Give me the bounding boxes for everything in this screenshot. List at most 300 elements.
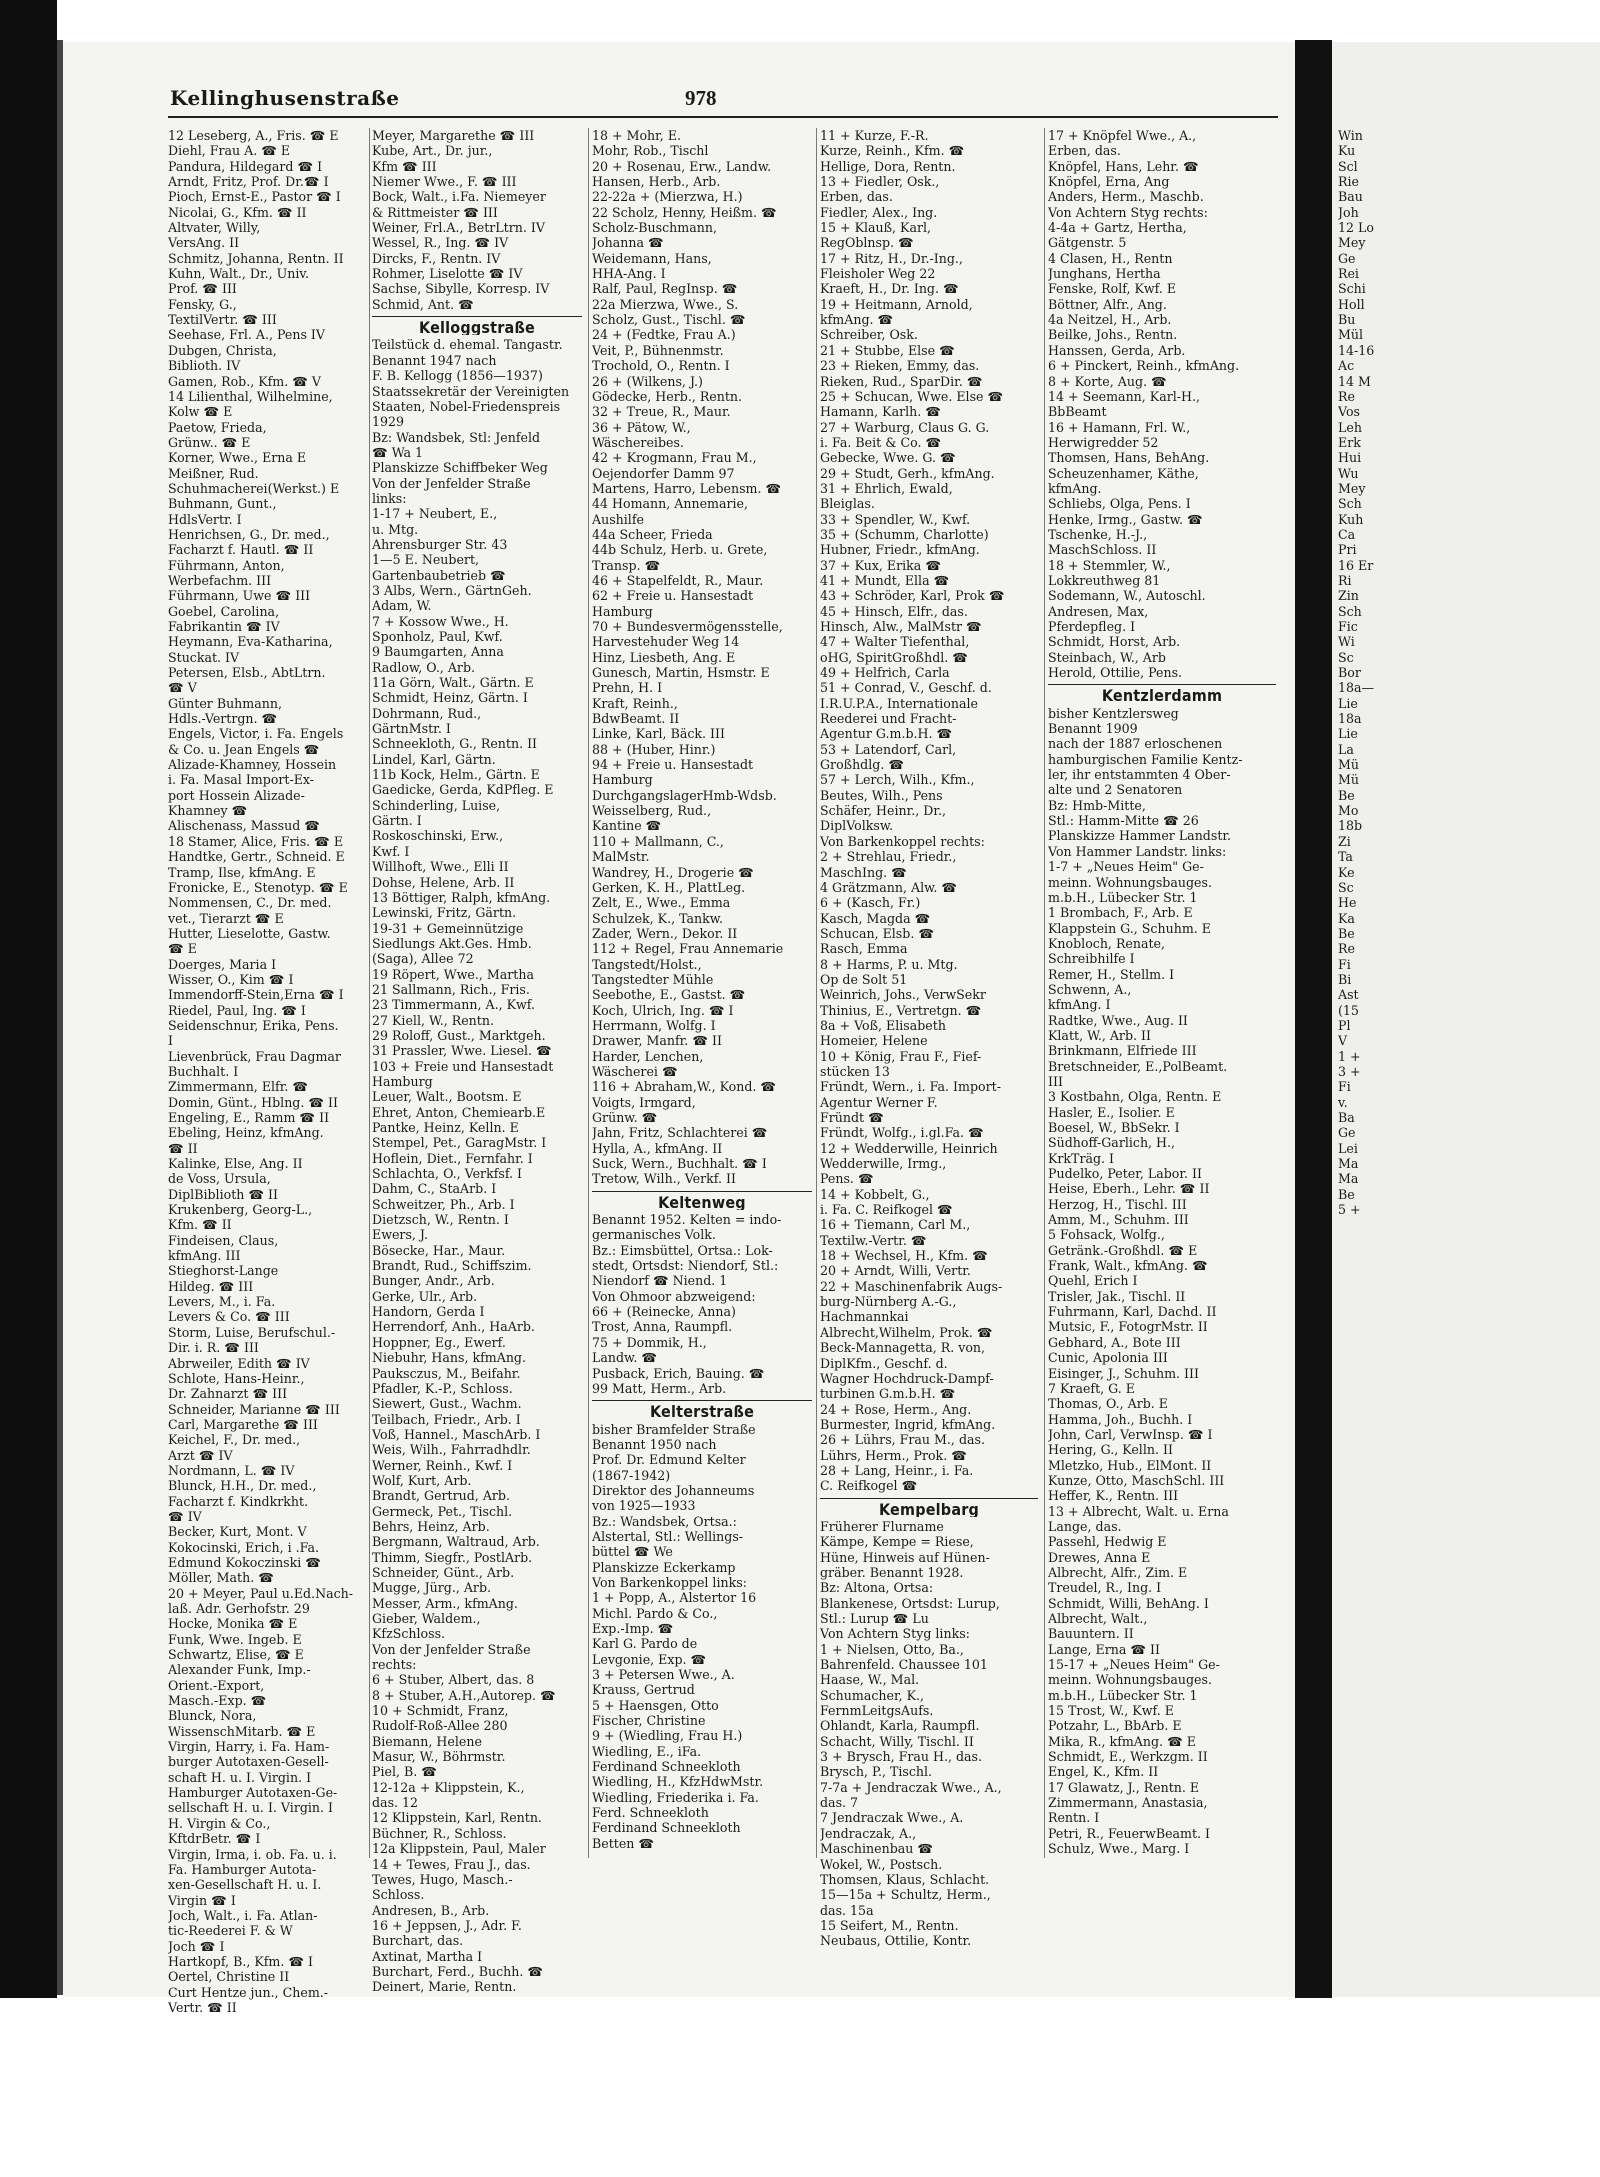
directory-line: Radtke, Wwe., Aug. II — [1048, 1012, 1188, 1028]
directory-line: Pandura, Hildegard ☎ I — [168, 158, 323, 174]
directory-line: Klappstein G., Schuhm. E — [1048, 920, 1211, 936]
directory-line: Quehl, Erich I — [1048, 1273, 1138, 1289]
directory-line: Scholz, Gust., Tischl. ☎ — [592, 312, 746, 328]
directory-line: Kube, Art., Dr. jur., — [372, 143, 493, 159]
directory-line: Harvestehuder Weg 14 — [592, 634, 740, 650]
directory-line: Masur, W., Böhrmstr. — [372, 1749, 506, 1765]
directory-line: Schulzek, K., Tankw. — [592, 910, 724, 926]
directory-line: Adam, W. — [372, 598, 432, 614]
directory-line: von 1925—1933 — [592, 1498, 696, 1514]
book-gutter — [1295, 40, 1332, 2000]
directory-line: Re — [1338, 388, 1355, 404]
directory-line: kfmAng. ☎ — [820, 312, 894, 328]
book-edge-shadow — [0, 0, 57, 2000]
directory-line: Alstertal, Stl.: Wellings- — [592, 1528, 744, 1544]
directory-line: 2 + Strehlau, Friedr., — [820, 849, 957, 865]
directory-line: vet., Tierarzt ☎ E — [168, 910, 284, 926]
directory-line: Tramp, Ilse, kfmAng. E — [168, 864, 316, 880]
directory-line: Hamburg — [372, 1073, 433, 1089]
street-heading: Keltenweg — [592, 1191, 812, 1210]
street-heading: Kempelbarg — [820, 1498, 1038, 1517]
directory-line: Staaten, Nobel-Friedenspreis — [372, 398, 561, 414]
directory-line: Tangstedter Mühle — [592, 971, 714, 987]
directory-line: Zader, Wern., Dekor. II — [592, 925, 738, 941]
directory-line: DiplKfm., Geschf. d. — [820, 1355, 948, 1371]
directory-line: Arzt ☎ IV — [168, 1447, 233, 1463]
directory-line: 66 + (Reinecke, Anna) — [592, 1304, 736, 1320]
directory-line: Korner, Wwe., Erna E — [168, 450, 307, 466]
directory-line: 99 Matt, Herm., Arb. — [592, 1380, 727, 1396]
directory-line: Albrecht, Walt., — [1048, 1611, 1148, 1626]
directory-line: Rudolf-Roß-Allee 280 — [372, 1718, 508, 1734]
directory-line: 3 + Petersen Wwe., A. — [592, 1667, 735, 1683]
column-divider — [816, 128, 817, 1858]
directory-line: Hansen, Herb., Arb. — [592, 174, 721, 190]
directory-line: Kraft, Reinh., — [592, 695, 678, 711]
directory-line: 3 + Brysch, Frau H., das. — [820, 1749, 983, 1765]
directory-line: Hocke, Monika ☎ E — [168, 1616, 298, 1632]
directory-line: Tewes, Hugo, Masch.- — [372, 1871, 513, 1887]
directory-line: Getränk.-Großhdl. ☎ E — [1048, 1242, 1198, 1258]
directory-line: Roskoschinski, Erw., — [372, 828, 504, 844]
directory-line: Gerke, Ulr., Arb. — [372, 1288, 478, 1304]
page-header — [170, 86, 1270, 112]
directory-line: 14 Lilienthal, Wilhelmine, — [168, 388, 333, 404]
directory-line: Albrecht,Wilhelm, Prok. ☎ — [820, 1324, 993, 1340]
directory-line: Lie — [1338, 695, 1358, 711]
directory-line: Gunesch, Martin, Hsmstr. E — [592, 665, 770, 681]
directory-line: Von Ohmoor abzweigend: — [592, 1288, 756, 1304]
directory-line: Möller, Math. ☎ — [168, 1570, 274, 1586]
directory-line: Fi — [1338, 1079, 1351, 1095]
directory-line: Benannt 1952. Kelten = indo- — [592, 1212, 782, 1228]
directory-line: Gerken, K. H., PlattLeg. — [592, 879, 746, 895]
directory-line: Jahn, Fritz, Schlachterei ☎ — [592, 1125, 768, 1141]
directory-line: Ke — [1338, 864, 1355, 880]
directory-line: Großhdlg. ☎ — [820, 757, 905, 773]
directory-line: v. — [1338, 1094, 1348, 1110]
directory-line: Gebecke, Wwe. G. ☎ — [820, 450, 956, 466]
directory-line: Knobloch, Renate, — [1048, 935, 1166, 951]
directory-line: He — [1338, 895, 1357, 911]
directory-line: Veit, P., Bühnenmstr. — [592, 342, 724, 358]
directory-line: KfzSchloss. — [372, 1626, 446, 1642]
directory-line: Hinsch, Alw., MalMstr ☎ — [820, 619, 982, 634]
directory-line: Dohse, Helene, Arb. II — [372, 874, 515, 890]
directory-line: Wu — [1338, 465, 1359, 481]
directory-line: Von Achtern Styg rechts: — [1048, 204, 1208, 220]
directory-line: Beutes, Wilh., Pens — [820, 787, 943, 803]
directory-line: Kfm ☎ III — [372, 158, 437, 174]
directory-line: Agentur G.m.b.H. ☎ — [820, 726, 953, 742]
directory-line: 57 + Lerch, Wilh., Kfm., — [820, 772, 975, 788]
directory-line: ☎ II — [168, 1140, 198, 1156]
directory-line: Beck-Mannagetta, R. von, — [820, 1340, 986, 1356]
directory-line: Schwartz, Elise, ☎ E — [168, 1647, 304, 1663]
directory-line: Fleisholer Weg 22 — [820, 266, 936, 282]
directory-line: Schloss. — [372, 1887, 425, 1903]
directory-line: Treudel, R., Ing. I — [1048, 1580, 1162, 1596]
directory-line: WissenschMitarb. ☎ E — [168, 1723, 316, 1739]
directory-line: Andresen, Max, — [1048, 603, 1149, 619]
directory-line: 49 + Helfrich, Carla — [820, 665, 950, 681]
directory-line: Trisler, Jak., Tischl. II — [1048, 1288, 1186, 1304]
directory-line: Von Achtern Styg links: — [820, 1626, 970, 1642]
directory-line: Niebuhr, Hans, kfmAng. — [372, 1350, 527, 1366]
directory-line: Herwigredder 52 — [1048, 434, 1159, 450]
directory-line: Siedlungs Akt.Ges. Hmb. — [372, 935, 532, 951]
directory-line: Bösecke, Har., Maur. — [372, 1242, 506, 1258]
directory-line: Andresen, B., Arb. — [372, 1902, 490, 1918]
directory-line: 9 Baumgarten, Anna — [372, 644, 504, 660]
directory-line: 1 + Nielsen, Otto, Ba., — [820, 1641, 964, 1657]
directory-line: Schucan, Elsb. ☎ — [820, 925, 935, 941]
directory-line: 4a Neitzel, H., Arb. — [1048, 312, 1172, 328]
directory-line: Thomas, O., Arb. E — [1048, 1396, 1168, 1412]
directory-line: 26 + (Wilkens, J.) — [592, 373, 703, 389]
directory-line: Buchhalt. I — [168, 1063, 239, 1079]
directory-line: 14 + Seemann, Karl-H., — [1048, 388, 1201, 404]
directory-line: Wandrey, H., Drogerie ☎ — [592, 864, 754, 880]
directory-line: 36 + Pätow, W., — [592, 419, 691, 435]
directory-line: 29 Roloff, Gust., Marktgeh. — [372, 1027, 546, 1043]
directory-line: 41 + Mundt, Ella ☎ — [820, 572, 950, 588]
directory-line: Bauuntern. II — [1048, 1626, 1134, 1642]
directory-line: 12 Klippstein, Karl, Rentn. — [372, 1810, 542, 1826]
directory-line: büttel ☎ We — [592, 1544, 673, 1560]
directory-line: 47 + Walter Tiefenthal, — [820, 634, 970, 650]
directory-line: 19-31 + Gemeinnützige — [372, 920, 524, 936]
directory-line: 10 + König, Frau F., Fief- — [820, 1048, 982, 1064]
directory-line: Teilstück d. ehemal. Tangastr. — [372, 337, 563, 353]
directory-line: 112 + Regel, Frau Annemarie — [592, 941, 784, 957]
directory-line: Von der Jenfelder Straße — [372, 475, 531, 491]
directory-line: oHG, SpiritGroßhdl. ☎ — [820, 649, 968, 665]
directory-line: Boesel, W., BbSekr. I — [1048, 1120, 1180, 1135]
directory-line: Altvater, Willy, — [168, 220, 261, 236]
directory-line: 14-16 — [1338, 342, 1375, 358]
directory-line: kfmAng. III — [168, 1248, 241, 1264]
directory-line: Blunck, H.H., Dr. med., — [168, 1478, 317, 1494]
directory-line: Seidenschnur, Erika, Pens. — [168, 1017, 339, 1033]
directory-line: Kuhn, Walt., Dr., Univ. — [168, 266, 310, 282]
directory-line: 42 + Krogmann, Frau M., — [592, 450, 757, 466]
directory-line: La — [1338, 741, 1354, 757]
directory-line: Steinbach, W., Arb — [1048, 649, 1166, 665]
directory-line: MaschSchloss. II — [1048, 542, 1157, 558]
directory-line: Mül — [1338, 327, 1364, 343]
directory-line: Findeisen, Claus, — [168, 1232, 279, 1248]
directory-line: Fuhrmann, Karl, Dachd. II — [1048, 1304, 1217, 1320]
directory-line: 14 + Tewes, Frau J., das. — [372, 1856, 531, 1872]
directory-column-5 — [1048, 128, 1276, 1857]
directory-line: Nordmann, L. ☎ IV — [168, 1462, 295, 1478]
directory-line: Bz: Wandsbek, Stl: Jenfeld — [372, 429, 541, 445]
directory-line: Landw. ☎ — [592, 1350, 658, 1366]
directory-line: Schinderling, Luise, — [372, 797, 501, 813]
directory-line: Ehret, Anton, Chemiearb.E — [372, 1104, 546, 1120]
directory-line: das. 15a — [820, 1902, 874, 1918]
directory-line: i. Fa. Masal Import-Ex- — [168, 772, 315, 788]
directory-line: stücken 13 — [820, 1063, 890, 1079]
directory-line: Potzahr, L., BbArb. E — [1048, 1718, 1182, 1734]
directory-line: 1—5 E. Neubert, — [372, 552, 480, 568]
directory-line: 8 + Harms, P. u. Mtg. — [820, 956, 958, 972]
directory-line: Ast — [1338, 987, 1359, 1003]
directory-line: germanisches Volk. — [592, 1227, 716, 1243]
directory-line: Kraeft, H., Dr. Ing. ☎ — [820, 281, 959, 297]
column-divider — [1044, 128, 1045, 1858]
directory-line: Maschinenbau ☎ — [820, 1841, 934, 1857]
directory-line: Zelt, E., Wwe., Emma — [592, 895, 731, 911]
directory-line: Facharzt f. Hautl. ☎ II — [168, 542, 314, 558]
directory-line: 21 + Stubbe, Else ☎ — [820, 342, 955, 358]
directory-line: Ge — [1338, 1125, 1356, 1141]
directory-line: Knöpfel, Hans, Lehr. ☎ — [1048, 158, 1199, 174]
directory-line: Fiedler, Alex., Ing. — [820, 204, 938, 220]
directory-line: MalMstr. — [592, 849, 650, 865]
directory-line: Carl, Margarethe ☎ III — [168, 1416, 318, 1432]
directory-line: Sodemann, W., Autoschl. — [1048, 588, 1206, 604]
directory-line: Schacht, Willy, Tischl. II — [820, 1733, 974, 1749]
directory-line: 19 Röpert, Wwe., Martha — [372, 966, 534, 982]
directory-line: Aushilfe — [592, 511, 644, 527]
directory-line: Suck, Wern., Buchhalt. ☎ I — [592, 1156, 767, 1172]
directory-line: Planskizze Eckerkamp — [592, 1559, 736, 1575]
directory-line: HdlsVertr. I — [168, 511, 242, 527]
directory-line: Zimmermann, Elfr. ☎ — [168, 1079, 309, 1095]
directory-line: Hering, G., Kelln. II — [1048, 1442, 1173, 1458]
directory-line: Burchart, das. — [372, 1933, 464, 1949]
directory-line: Passehl, Hedwig E — [1048, 1534, 1167, 1550]
directory-line: Pl — [1338, 1017, 1351, 1033]
directory-line: (Saga), Allee 72 — [372, 951, 474, 967]
directory-line: Handtke, Gertr., Schneid. E — [168, 849, 345, 865]
directory-line: Henke, Irmg., Gastw. ☎ — [1048, 511, 1203, 527]
directory-line: Weinrich, Johs., VerwSekr — [820, 987, 986, 1003]
directory-line: Mika, R., kfmAng. ☎ E — [1048, 1733, 1196, 1749]
directory-line: Khamney ☎ — [168, 803, 248, 819]
directory-line: Doerges, Maria I — [168, 956, 277, 972]
directory-line: Weidemann, Hans, — [592, 250, 712, 266]
directory-line: Fi — [1338, 956, 1351, 972]
directory-line: 32 + Treue, R., Maur. — [592, 404, 731, 420]
directory-line: Ba — [1338, 1110, 1355, 1125]
directory-line: gräber. Benannt 1928. — [820, 1564, 964, 1580]
directory-line: Brandt, Rud., Schiffszim. — [372, 1258, 532, 1274]
directory-line: Deinert, Marie, Rentn. — [372, 1979, 517, 1995]
directory-line: Johanna ☎ — [592, 235, 664, 251]
directory-line: Bock, Walt., i.Fa. Niemeyer — [372, 189, 546, 205]
directory-line: 26 + Lührs, Frau M., das. — [820, 1432, 985, 1448]
directory-line: Benannt 1909 — [1048, 721, 1138, 737]
directory-line: Lei — [1338, 1140, 1358, 1156]
directory-line: Voß, Hannel., MaschArb. I — [372, 1426, 541, 1442]
directory-line: Storm, Luise, Berufschul.- — [168, 1324, 336, 1340]
directory-line: 4-4a + Gartz, Hertha, — [1048, 220, 1187, 236]
directory-line: Lievenbrück, Frau Dagmar — [168, 1048, 341, 1064]
directory-line: 24 + Rose, Herm., Ang. — [820, 1401, 972, 1417]
directory-line: Mletzko, Hub., ElMont. II — [1048, 1457, 1212, 1473]
directory-line: Klatt, W., Arb. II — [1048, 1027, 1151, 1043]
header-rule — [168, 116, 1278, 118]
directory-line: 17 Glawatz, J., Rentn. E — [1048, 1779, 1200, 1795]
directory-line: Immendorff-Stein,Erna ☎ I — [168, 987, 344, 1003]
directory-line: RegOblnsp. ☎ — [820, 235, 914, 251]
directory-line: 21 Sallmann, Rich., Fris. — [372, 981, 530, 997]
directory-line: Stempel, Pet., GaragMstr. I — [372, 1135, 547, 1151]
directory-line: Kolw ☎ E — [168, 404, 233, 420]
directory-line: Von Barkenkoppel links: — [592, 1574, 747, 1590]
directory-line: Levgonie, Exp. ☎ — [592, 1651, 707, 1667]
directory-line: Bu — [1338, 312, 1356, 328]
directory-line: Germeck, Pet., Tischl. — [372, 1503, 513, 1519]
directory-line: Prehn, H. I — [592, 680, 663, 696]
directory-line: 44 Homann, Annemarie, — [592, 496, 748, 512]
directory-line: Erben, das. — [820, 189, 893, 205]
directory-line: Schlachta, O., Verkfsf. I — [372, 1166, 523, 1182]
directory-line: Ewers, J. — [372, 1227, 428, 1243]
directory-line: Gärtn. I — [372, 813, 422, 829]
directory-line: ☎ Wa 1 — [372, 444, 424, 460]
directory-line: Kwf. I — [372, 843, 410, 859]
directory-line: Karl G. Pardo de — [592, 1636, 698, 1652]
directory-line: Becker, Kurt, Mont. V — [168, 1524, 307, 1540]
directory-line: John, Carl, VerwInsp. ☎ I — [1048, 1426, 1213, 1442]
directory-line: Gebhard, A., Bote III — [1048, 1334, 1181, 1350]
directory-line: 27 Kiell, W., Rentn. — [372, 1012, 494, 1028]
directory-line: Schneekloth, G., Rentn. II — [372, 736, 538, 752]
directory-line: 18 + Mohr, E. — [592, 128, 682, 143]
directory-line: Handorn, Gerda I — [372, 1304, 485, 1320]
directory-line: Lokkreuthweg 81 — [1048, 572, 1161, 588]
directory-line: Werner, Reinh., Kwf. I — [372, 1457, 513, 1473]
directory-line: Kantine ☎ — [592, 818, 662, 834]
directory-line: (15 — [1338, 1002, 1359, 1018]
directory-line: 18a — [1338, 711, 1362, 727]
directory-line: BbBeamt — [1048, 404, 1107, 420]
directory-line: Weisselberg, Rud., — [592, 803, 712, 819]
directory-line: Goebel, Carolina, — [168, 603, 280, 619]
directory-line: Dr. Zahnarzt ☎ III — [168, 1386, 288, 1402]
directory-line: 14 + Kobbelt, G., — [820, 1186, 930, 1202]
directory-line: 1 Brombach, F., Arb. E — [1048, 905, 1193, 921]
directory-line: 13 + Albrecht, Walt. u. Erna — [1048, 1503, 1229, 1519]
directory-line: Brandt, Gertrud, Arb. — [372, 1488, 510, 1504]
directory-line: Messer, Arm., kfmAng. — [372, 1595, 518, 1611]
directory-line: rechts: — [372, 1657, 417, 1673]
directory-line: 22 + Maschinenfabrik Augs- — [820, 1278, 1003, 1294]
directory-line: Thimm, Siegfr., PostlArb. — [372, 1549, 533, 1565]
directory-line: Schwenn, A., — [1048, 981, 1132, 997]
directory-line: Prof. Dr. Edmund Kelter — [592, 1452, 746, 1468]
directory-line: Wolf, Kurt, Arb. — [372, 1472, 472, 1488]
directory-line: Edmund Kokoczinski ☎ — [168, 1554, 321, 1570]
directory-line: Heise, Eberh., Lehr. ☎ II — [1048, 1181, 1210, 1197]
directory-line: Heymann, Eva-Katharina, — [168, 634, 333, 650]
directory-line: DiplBiblioth ☎ II — [168, 1186, 279, 1202]
directory-line: Radlow, O., Arb. — [372, 659, 476, 675]
directory-line: 1-7 + „Neues Heim" Ge- — [1048, 859, 1204, 875]
directory-line: m.b.H., Lübecker Str. 1 — [1048, 1687, 1198, 1703]
directory-line: Hüne, Hinweis auf Hünen- — [820, 1549, 990, 1565]
directory-line: Hamburg — [592, 772, 653, 788]
directory-line: Krauss, Gertrud — [592, 1682, 695, 1698]
directory-line: Ta — [1338, 849, 1353, 865]
directory-line: Schliebs, Olga, Pens. I — [1048, 496, 1191, 512]
directory-line: 35 + (Schumm, Charlotte) — [820, 526, 989, 542]
directory-line: 88 + (Huber, Hinr.) — [592, 741, 716, 757]
directory-line: 14 M — [1338, 373, 1371, 389]
directory-line: Hutter, Lieselotte, Gastw. — [168, 925, 331, 941]
directory-line: Schäfer, Heinr., Dr., — [820, 803, 947, 819]
directory-line: Herrendorf, Anh., HaArb. — [372, 1319, 535, 1335]
directory-line: Engels, Victor, i. Fa. Engels — [168, 726, 344, 742]
directory-line: 3 + — [1338, 1063, 1361, 1079]
directory-line: 43 + Schröder, Karl, Prok ☎ — [820, 588, 1005, 604]
directory-line: Orient.-Export, — [168, 1677, 265, 1693]
directory-line: Thomsen, Hans, BehAng. — [1048, 450, 1210, 466]
directory-line: Wiedling, E., iFa. — [592, 1743, 702, 1759]
directory-line: meinn. Wohnungsbauges. — [1048, 874, 1212, 890]
street-heading: Kelterstraße — [592, 1400, 812, 1419]
directory-line: V — [1338, 1033, 1348, 1049]
directory-line: sellschaft H. u. I. Virgin. I — [168, 1800, 334, 1816]
directory-line: turbinen G.m.b.H. ☎ — [820, 1386, 956, 1402]
directory-line: Ri — [1338, 572, 1352, 588]
directory-line: Pudelko, Peter, Labor. II — [1048, 1166, 1202, 1182]
directory-line: Henrichsen, G., Dr. med., — [168, 526, 330, 542]
directory-line: Junghans, Hertha — [1048, 266, 1161, 282]
directory-line: Schuhmacherei(Werkst.) E — [168, 480, 340, 496]
directory-line: Virgin ☎ I — [168, 1892, 236, 1908]
directory-line: 7 Jendraczak Wwe., A. — [820, 1810, 964, 1826]
directory-line: Fründt ☎ — [820, 1110, 884, 1125]
directory-line: Transp. ☎ — [592, 557, 661, 573]
directory-line: 7 Kraeft, G. E — [1048, 1380, 1135, 1396]
directory-line: Lindel, Karl, Gärtn. — [372, 751, 496, 767]
directory-line: Böttner, Alfr., Ang. — [1048, 296, 1167, 312]
directory-line: Wisser, O., Kim ☎ I — [168, 971, 294, 987]
directory-line: Pri — [1338, 542, 1357, 558]
directory-line: GärtnMstr. I — [372, 721, 451, 737]
directory-line: Buhmann, Gunt., — [168, 496, 277, 512]
directory-line: 17 + Knöpfel Wwe., A., — [1048, 128, 1197, 143]
directory-line: Dietzsch, W., Rentn. I — [372, 1212, 509, 1228]
directory-line: Hasler, E., Isolier. E — [1048, 1104, 1175, 1120]
directory-line: Hamma, Joh., Buchh. I — [1048, 1411, 1193, 1427]
directory-line: Abrweiler, Edith ☎ IV — [168, 1355, 310, 1371]
directory-line: Erk — [1338, 434, 1361, 450]
directory-line: Mutsic, F., FotogrMstr. II — [1048, 1319, 1208, 1335]
directory-line: Mo — [1338, 803, 1359, 819]
street-title: Kellinghusenstraße — [170, 86, 400, 110]
directory-line: Wessel, R., Ing. ☎ IV — [372, 235, 509, 251]
directory-line: Mugge, Jürg., Arb. — [372, 1580, 492, 1596]
directory-line: 20 + Rosenau, Erw., Landw. — [592, 158, 772, 174]
directory-line: DiplVolksw. — [820, 818, 894, 834]
directory-line: Hildeg. ☎ III — [168, 1278, 254, 1294]
directory-line: 12a Klippstein, Paul, Maler — [372, 1841, 546, 1857]
directory-line: Erben, das. — [1048, 143, 1121, 159]
directory-line: 44a Scheer, Frieda — [592, 526, 713, 542]
directory-line: Ku — [1338, 143, 1356, 159]
directory-line: Schmid, Ant. ☎ — [372, 296, 474, 312]
directory-line: 3 Albs, Wern., GärtnGeh. — [372, 582, 532, 598]
directory-line: Ohlandt, Karla, Raumpfl. — [820, 1718, 980, 1734]
directory-line: Rentn. I — [1048, 1810, 1100, 1826]
directory-line: 6 + Stuber, Albert, das. 8 — [372, 1672, 535, 1688]
